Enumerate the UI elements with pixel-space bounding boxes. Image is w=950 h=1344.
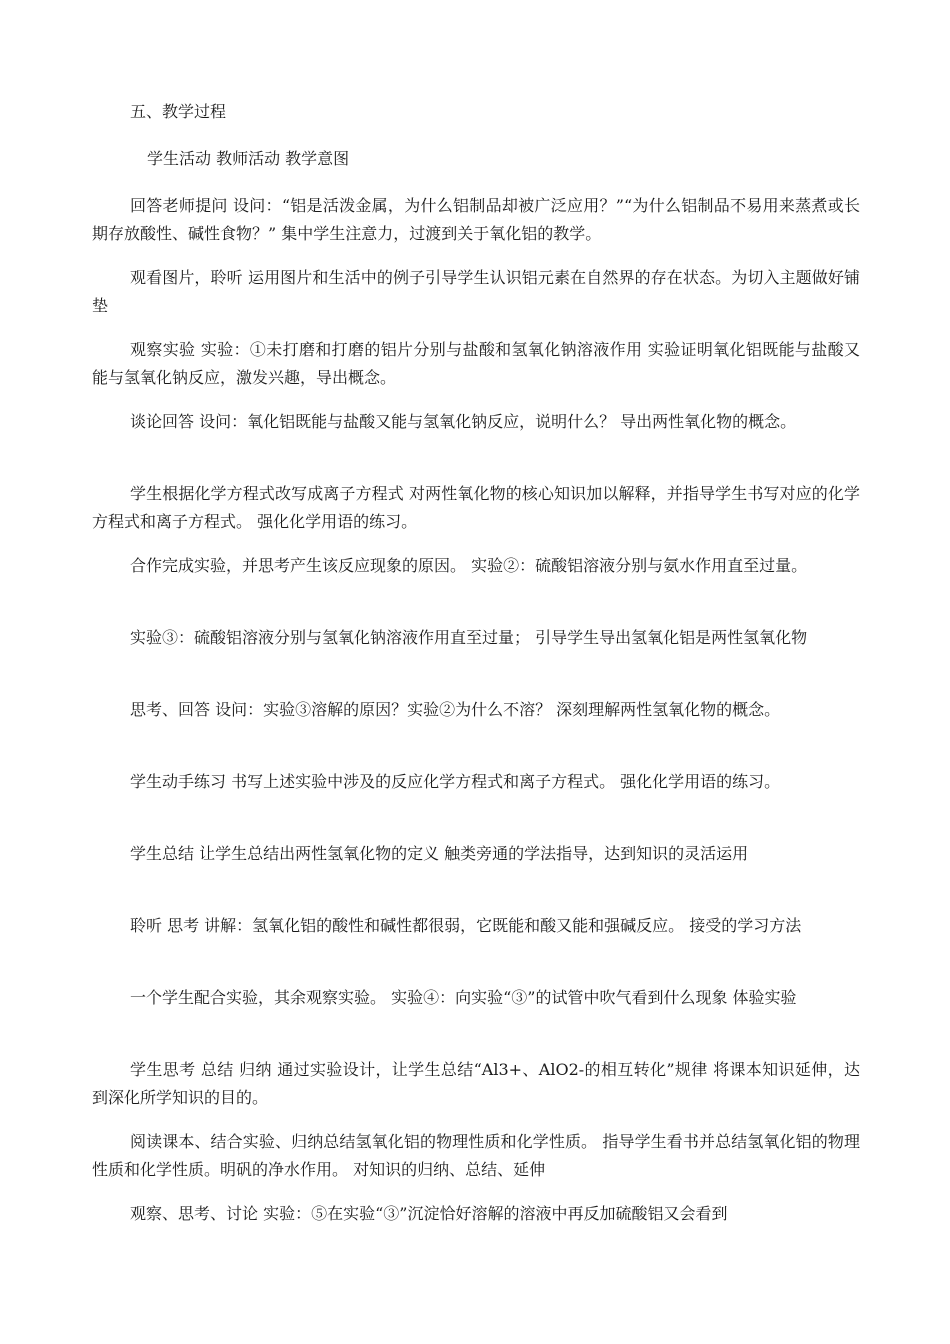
paragraph: 学生根据化学方程式改写成离子方程式 对两性氧化物的核心知识加以解释，并指导学生书写对应的化学方程式和离子方程式。 强化化学用语的练习。 [92,484,860,531]
paragraph: 学生动手练习 书写上述实验中涉及的反应化学方程式和离子方程式。 强化化学用语的练习。 [130,772,781,791]
paragraph: 观察实验 实验：①未打磨和打磨的铝片分别与盐酸和氢氧化钠溶液作用 实验证明氧化铝既能与盐酸又能与氢氧化钠反应，激发兴趣，导出概念。 [92,340,860,387]
paragraph: 实验③：硫酸铝溶液分别与氢氧化钠溶液作用直至过量； 引导学生导出氢氧化铝是两性氢氧化物 [130,628,808,647]
paragraph: 回答老师提问 设问：“铝是活泼金属，为什么铝制品却被广泛应用？”“为什么铝制品不易用来蒸煮或长期存放酸性、碱性食物？” 集中学生注意力，过渡到关于氧化铝的教学。 [92,196,860,243]
column-headers: 学生活动 教师活动 教学意图 [147,149,350,168]
paragraph: 观察、思考、讨论 实验：⑤在实验“③”沉淀恰好溶解的溶液中再反加硫酸铝又会看到 [130,1204,728,1223]
section-heading: 五、教学过程 [130,102,227,121]
paragraph: 观看图片，聆听 运用图片和生活中的例子引导学生认识铝元素在自然界的存在状态。为切入主题做好铺垫 [92,268,860,315]
paragraph: 合作完成实验，并思考产生该反应现象的原因。 实验②：硫酸铝溶液分别与氨水作用直至过量。 [130,556,808,575]
paragraph: 聆听 思考 讲解：氢氧化铝的酸性和碱性都很弱，它既能和酸又能和强碱反应。 接受的学习方法 [130,916,802,935]
paragraph: 思考、回答 设问：实验③溶解的原因？实验②为什么不溶？ 深刻理解两性氢氧化物的概念。 [130,700,781,719]
paragraph: 阅读课本、结合实验、归纳总结氢氧化铝的物理性质和化学性质。 指导学生看书并总结氢氧化铝的物理性质和化学性质。明矾的净水作用。 对知识的归纳、总结、延伸 [92,1132,860,1179]
paragraph: 谈论回答 设问：氧化铝既能与盐酸又能与氢氧化钠反应，说明什么？ 导出两性氧化物的概念。 [130,412,797,431]
paragraph: 一个学生配合实验，其余观察实验。 实验④：向实验“③”的试管中吹气看到什么现象 体验实验 [130,988,797,1007]
paragraph: 学生思考 总结 归纳 通过实验设计，让学生总结“Al3+、AlO2-的相互转化”规律 将课本知识延伸，达到深化所学知识的目的。 [92,1060,860,1107]
paragraph: 学生总结 让学生总结出两性氢氧化物的定义 触类旁通的学法指导，达到知识的灵活运用 [130,844,749,863]
